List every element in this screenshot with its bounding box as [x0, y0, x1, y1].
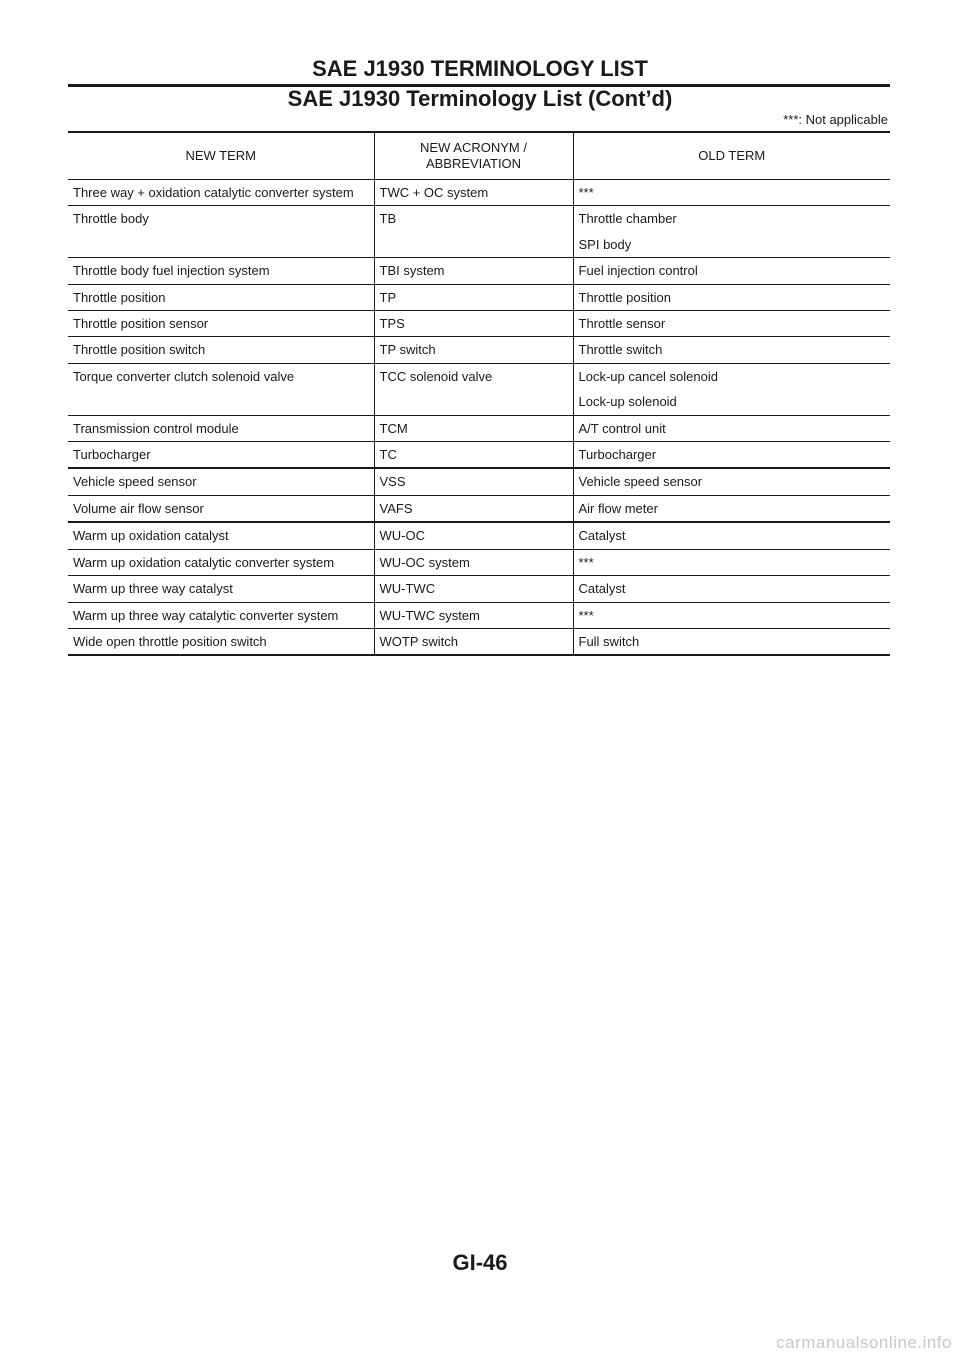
cell-old-term	[573, 337, 890, 363]
table-row	[68, 258, 890, 284]
old-term-line: ***	[578, 607, 594, 623]
cell-new-term: Transmission control module	[68, 415, 374, 441]
table-row	[68, 468, 890, 495]
cell-new-term: Throttle body fuel injection system	[68, 258, 374, 284]
cell-acronym: VSS	[374, 468, 573, 495]
cell-new-term: Throttle body	[68, 206, 374, 258]
page-title: SAE J1930 TERMINOLOGY LIST	[312, 56, 648, 81]
table-row	[68, 180, 890, 206]
cell-new-term: Turbocharger	[68, 442, 374, 469]
column-header-old-term: OLD TERM	[573, 132, 890, 180]
cell-old-term	[573, 311, 890, 337]
cell-new-term: Volume air flow sensor	[68, 495, 374, 522]
old-term-line: Full switch	[578, 633, 640, 649]
old-term-line: Throttle switch	[578, 342, 663, 358]
table-row	[68, 337, 890, 363]
cell-old-term	[573, 549, 890, 575]
old-term-line: Lock-up cancel solenoid	[578, 368, 718, 384]
cell-old-term	[573, 258, 890, 284]
cell-old-term	[573, 442, 890, 469]
cell-acronym: WU-TWC system	[374, 602, 573, 628]
cell-acronym: WU-OC	[374, 522, 573, 549]
old-term-line: Lock-up solenoid	[578, 394, 677, 410]
cell-old-term	[573, 284, 890, 310]
column-header-new-acronym	[374, 132, 573, 180]
cell-new-term: Vehicle speed sensor	[68, 468, 374, 495]
old-term-line: ***	[578, 554, 594, 570]
cell-new-term: Warm up three way catalyst	[68, 576, 374, 602]
old-term-line: Air flow meter	[578, 500, 658, 516]
table-row	[68, 495, 890, 522]
old-term-line: Catalyst	[578, 528, 626, 544]
cell-new-term: Throttle position sensor	[68, 311, 374, 337]
cell-acronym: TBI system	[374, 258, 573, 284]
watermark: carmanualsonline.info	[776, 1333, 952, 1352]
table-header-row	[68, 132, 890, 180]
table-row	[68, 311, 890, 337]
old-term-line: Throttle sensor	[578, 316, 666, 332]
table-row	[68, 206, 890, 258]
table-body	[68, 180, 890, 656]
cell-new-term: Throttle position	[68, 284, 374, 310]
old-term-line: Turbocharger	[578, 447, 657, 463]
cell-acronym: TPS	[374, 311, 573, 337]
cell-acronym: TCM	[374, 415, 573, 441]
page-subtitle: SAE J1930 Terminology List (Cont’d)	[287, 86, 673, 111]
old-term-line: A/T control unit	[578, 420, 666, 436]
cell-old-term	[573, 522, 890, 549]
cell-old-term	[573, 495, 890, 522]
cell-old-term	[573, 576, 890, 602]
cell-new-term: Wide open throttle position switch	[73, 633, 267, 649]
terminology-table	[68, 131, 890, 656]
cell-old-term	[573, 468, 890, 495]
table-row	[68, 284, 890, 310]
cell-acronym: TB	[374, 206, 573, 258]
table-row	[68, 442, 890, 469]
cell-new-term: Warm up oxidation catalytic converter system	[68, 549, 374, 575]
cell-old-term	[573, 415, 890, 441]
old-term-line: SPI body	[578, 236, 632, 252]
column-header-line: ABBREVIATION	[425, 156, 522, 171]
cell-new-term: Three way + oxidation catalytic converter system	[68, 180, 374, 206]
table-row	[68, 415, 890, 441]
cell-old-term	[573, 206, 890, 258]
old-term-line: Throttle position	[578, 289, 671, 305]
table-row	[68, 628, 890, 655]
old-term-line: Throttle chamber	[578, 211, 677, 227]
cell-acronym: TWC + OC system	[374, 180, 573, 206]
cell-acronym: TCC solenoid valve	[374, 363, 573, 415]
old-term-line: Vehicle speed sensor	[578, 474, 703, 490]
cell-new-term: Warm up oxidation catalyst	[68, 522, 374, 549]
cell-acronym: WU-OC system	[374, 549, 573, 575]
cell-acronym: TP switch	[374, 337, 573, 363]
cell-old-term	[573, 628, 890, 655]
table-row	[68, 522, 890, 549]
not-applicable-note: ***: Not applicable	[783, 112, 888, 127]
page-number: GI-46	[452, 1250, 508, 1275]
column-header-new-term: NEW TERM	[68, 132, 374, 180]
cell-new-term: Throttle position switch	[68, 337, 374, 363]
old-term-line: ***	[578, 185, 594, 200]
cell-old-term	[573, 180, 890, 206]
old-term-line: Catalyst	[578, 581, 626, 597]
cell-acronym: VAFS	[374, 495, 573, 522]
old-term-line: Fuel injection control	[578, 263, 698, 279]
cell-old-term	[573, 602, 890, 628]
cell-acronym: WU-TWC	[374, 576, 573, 602]
table-row	[68, 602, 890, 628]
table-row	[68, 549, 890, 575]
cell-acronym: TC	[374, 442, 573, 469]
column-header-line: NEW ACRONYM /	[420, 140, 527, 155]
table-row	[68, 576, 890, 602]
table-row	[68, 363, 890, 415]
cell-old-term	[573, 363, 890, 415]
cell-new-term: Torque converter clutch solenoid valve	[68, 363, 374, 415]
cell-new-term: Warm up three way catalytic converter system	[68, 602, 374, 628]
cell-acronym: WOTP switch	[374, 628, 573, 655]
cell-acronym: TP	[374, 284, 573, 310]
